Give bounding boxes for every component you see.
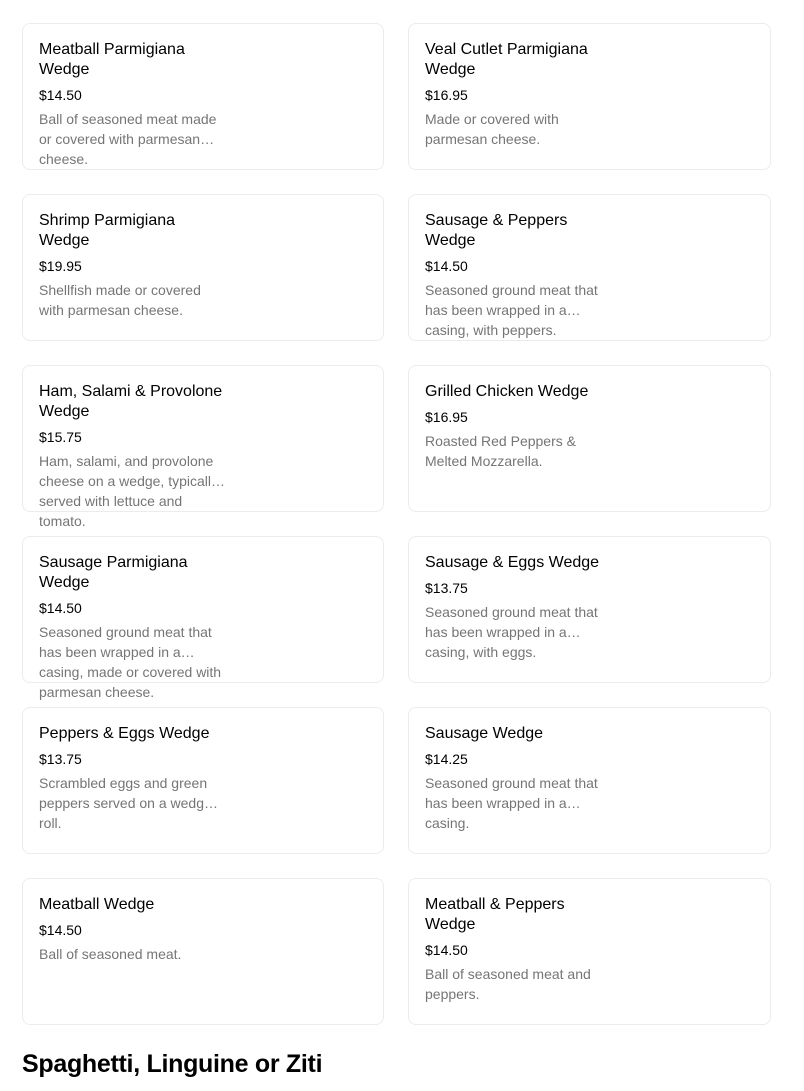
menu-item-description: Seasoned ground meat that has been wrapped in a casing, with peppers.	[425, 282, 598, 338]
menu-item-price: $16.95	[425, 87, 468, 103]
menu-item-price: $14.50	[39, 87, 82, 103]
menu-item-card[interactable]	[22, 365, 384, 529]
menu-item-card[interactable]	[22, 194, 384, 341]
menu-item-description: Seasoned ground meat that has been wrapped in a casing, with eggs.	[425, 604, 598, 660]
section-title: Spaghetti, Linguine or Ziti	[22, 1050, 323, 1078]
menu-item-price: $16.95	[425, 409, 468, 425]
menu-item-card[interactable]	[408, 23, 771, 170]
menu-item-price: $13.75	[425, 580, 468, 596]
menu-item-description: Scrambled eggs and green peppers served on a wedge roll.	[39, 775, 212, 831]
menu-item-price: $14.50	[425, 942, 468, 958]
menu-item-price: $14.50	[39, 922, 82, 938]
menu-item-name: Sausage & Eggs Wedge	[425, 554, 600, 571]
menu-item-description: Shellfish made or covered with parmesan cheese.	[39, 282, 201, 318]
menu-item-name: Meatball Wedge	[39, 896, 155, 913]
menu-item-description: Ball of seasoned meat made or covered with parmesan cheese.	[39, 111, 217, 167]
menu-item-price: $19.95	[39, 258, 82, 274]
menu-item-description: Ball of seasoned meat and peppers.	[425, 966, 591, 1002]
menu-item-price: $13.75	[39, 751, 82, 767]
menu-item-description: Ham, salami, and provolone cheese on a wedge, typically served with lettuce and tomato.	[39, 453, 218, 529]
menu-item-card[interactable]	[22, 536, 384, 700]
menu-item-price: $14.25	[425, 751, 468, 767]
menu-item-name: Veal Cutlet Parmigiana Wedge	[425, 41, 588, 78]
menu-item-name: Meatball Parmigiana Wedge	[39, 41, 185, 78]
menu-item-description: Seasoned ground meat that has been wrapped in a casing, made or covered with parmesan cheese.	[39, 624, 222, 700]
menu-item-card[interactable]	[22, 878, 384, 1025]
menu-item-name: Sausage Wedge	[425, 725, 544, 742]
menu-item-card[interactable]	[22, 707, 384, 854]
menu-item-description: Made or covered with parmesan cheese.	[425, 111, 559, 147]
menu-item-price: $15.75	[39, 429, 82, 445]
menu-item-name: Meatball & Peppers Wedge	[425, 896, 565, 933]
menu-item-description: Ball of seasoned meat.	[39, 946, 182, 962]
menu-item-name: Shrimp Parmigiana Wedge	[39, 212, 176, 249]
menu-item-name: Sausage & Peppers Wedge	[425, 212, 568, 249]
menu-item-card[interactable]	[408, 536, 771, 683]
menu-item-description: Roasted Red Peppers & Melted Mozzarella.	[425, 433, 576, 469]
menu-item-card[interactable]	[408, 194, 771, 341]
menu-items-grid	[22, 23, 771, 1025]
menu-item-card[interactable]	[408, 878, 771, 1025]
menu-item-name: Sausage Parmigiana Wedge	[39, 554, 188, 591]
menu-item-card[interactable]	[408, 365, 771, 512]
menu-item-name: Ham, Salami & Provolone Wedge	[39, 383, 223, 420]
menu-item-card[interactable]	[22, 23, 384, 170]
menu-item-name: Peppers & Eggs Wedge	[39, 725, 210, 742]
menu-item-description: Seasoned ground meat that has been wrapped in a casing.	[425, 775, 598, 831]
menu-item-card[interactable]	[408, 707, 771, 854]
menu-item-price: $14.50	[39, 600, 82, 616]
menu-item-name: Grilled Chicken Wedge	[425, 383, 589, 400]
menu-item-price: $14.50	[425, 258, 468, 274]
